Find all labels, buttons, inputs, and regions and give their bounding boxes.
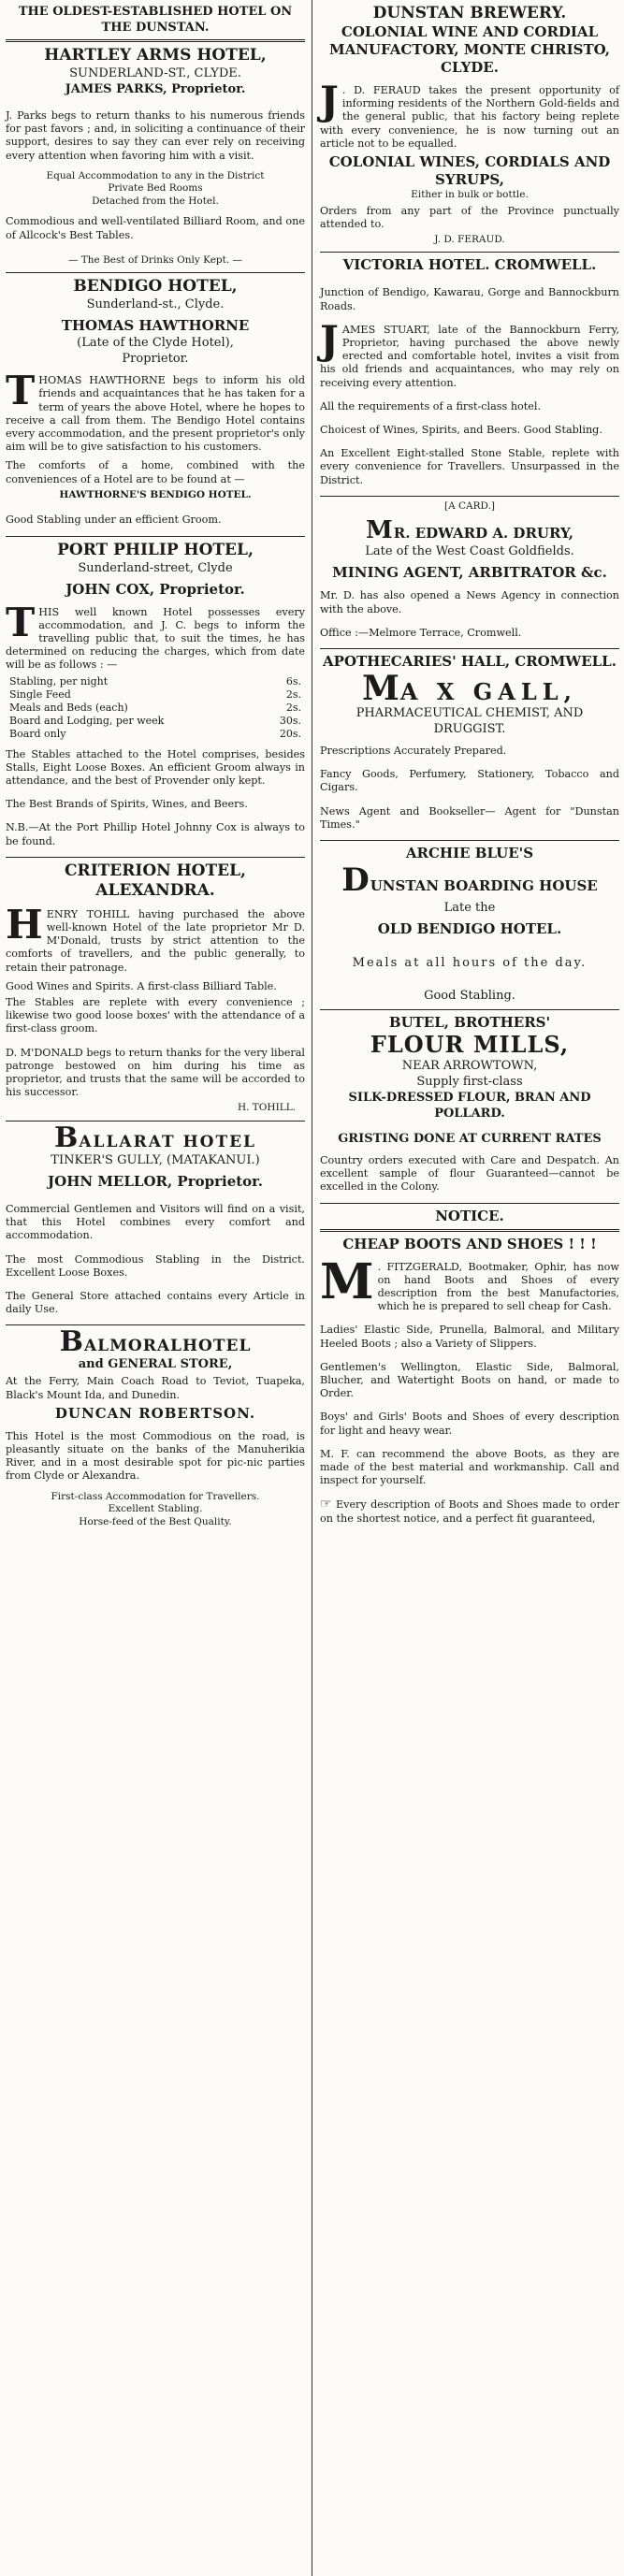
ad-old-name: OLD BENDIGO HOTEL. — [377, 919, 562, 937]
divider — [320, 1229, 619, 1232]
ad-body: M. F. can recommend the above Boots, as they are made of the best material and workmanship. Call and inspect for yourself. — [320, 1447, 619, 1487]
apothecaries-hall-ad — [320, 648, 619, 840]
ad-note: N.B.—At the Port Phillip Hotel Johnny Cox is always to be found. — [6, 821, 305, 847]
ad-name: A X GALL, — [399, 677, 578, 705]
ad-body: The Stables attached to the Hotel comprises, besides Stalls, Eight Loose Boxes. An efficient Groom always in attendance, and the best of Provender only kept. — [6, 747, 305, 787]
ad-title: CRITERION HOTEL, ALEXANDRA. — [65, 861, 246, 900]
bendigo-hotel-ad — [6, 272, 305, 535]
ad-late: (Late of the Clyde Hotel), — [77, 336, 234, 351]
ad-line: Fancy Goods, Perfumery, Stationery, Tobacco and Cigars. — [320, 768, 619, 794]
ad-body: HIS well known Hotel possesses every accommodation, and J. C. begs to inform the travelling public that, to suit the times, he has determined on reducing the charges, which from date will be as follows : — — [6, 605, 305, 672]
ad-card-label: [A CARD.] — [443, 499, 496, 512]
criterion-hotel-ad — [6, 857, 305, 1121]
ad-address: SUNDERLAND-ST., CLYDE. — [69, 66, 241, 80]
ad-late: Late of the West Coast Goldfields. — [365, 544, 574, 559]
right-column — [320, 0, 619, 1534]
ad-body: . D. FERAUD takes the present opportunity of informing residents of the Northern Gold-fields and the general public, that his factory being replete with every convenience, he is now turning out an article not to be equalled. — [320, 84, 619, 150]
ad-late: Late the — [443, 900, 496, 915]
ad-line: Junction of Bendigo, Kawarau, Gorge and Bannockburn Roads. — [320, 286, 619, 312]
ad-line: Excellent Stabling. — [108, 1503, 203, 1515]
butel-flour-mills-ad — [320, 1009, 619, 1203]
ad-line: Equal Accommodation to any in the District — [46, 169, 265, 181]
ad-body: AMES STUART, late of the Bannockburn Ferry, Proprietor, having purchased the above newly erected and comfortable hotel, invites a visit from his old friends and acquaintances, who may rely on receiving every attention. — [320, 323, 619, 389]
ad-body: The Stables are replete with every convenience ; likewise two good loose boxes' with the attendance of a first-class groom. — [6, 996, 305, 1035]
ad-body: Mr. D. has also opened a News Agency in connection with the above. — [320, 589, 619, 615]
ad-office: Office :—Melmore Terrace, Cromwell. — [320, 626, 522, 639]
ad-line: Commodious and well-ventilated Billiard Room, and one of Allcock's Best Tables. — [6, 215, 305, 241]
table-row: Stabling, per night 6s. — [9, 674, 301, 687]
ad-name: THOMAS HAWTHORNE — [61, 317, 250, 335]
drop-cap: B — [53, 1121, 80, 1154]
table-row: Single Feed 2s. — [9, 687, 301, 701]
ad-body: Every description of Boots and Shoes made to order on the shortest notice, and a perfect fit guaranteed, — [320, 1498, 619, 1525]
ad-body: Country orders executed with Care and Despatch. An excellent sample of flour Guaranteed—cannot be excelled in the Colony. — [320, 1153, 619, 1194]
pointing-hand-icon: ☞ — [320, 1497, 332, 1512]
drop-cap: H — [6, 901, 43, 948]
balmoral-hotel-ad — [6, 1324, 305, 1534]
ad-line: Private Bed Rooms — [108, 182, 203, 195]
ad-subtitle: COLONIAL WINE AND CORDIAL MANUFACTORY, MONTE CHRISTO, CLYDE. — [328, 23, 611, 76]
ad-title: ALLARAT HOTEL — [79, 1132, 257, 1151]
ad-address: TINKER'S GULLY, (MATAKANUI.) — [51, 1152, 260, 1167]
ad-name: UNSTAN BOARDING HOUSE — [370, 876, 598, 894]
ad-sign: H. TOHILL. — [237, 1102, 296, 1114]
ad-address: At the Ferry, Main Coach Road to Teviot, Tuapeka, Black's Mount Ida, and Dunedin. — [6, 1375, 305, 1401]
left-column — [6, 0, 305, 1534]
ad-heading: CHEAP BOOTS AND SHOES ! ! ! — [342, 1235, 597, 1252]
ad-big-title: FLOUR MILLS, — [370, 1030, 570, 1058]
rates-table — [6, 675, 305, 741]
ad-title: BENDIGO HOTEL, — [73, 277, 238, 297]
ad-body: ENRY TOHILL having purchased the above well-known Hotel of the late proprietor Mr D. M'Donald, trusts by strict attention to the comforts of travellers, and the public generally, to retain their patronage. — [6, 907, 305, 974]
ad-body: The most Commodious Stabling in the District. Excellent Loose Boxes. — [6, 1252, 305, 1279]
ad-body: . FITZGERALD, Bootmaker, Ophir, has now on hand Boots and Shoes of every description from the best Manufactories, which he is prepared to sell cheap for Cash. — [377, 1260, 619, 1313]
fitzgerald-boots-ad — [320, 1203, 619, 1534]
ad-stabling: Good Stabling. — [424, 988, 515, 1003]
ad-body: The General Store attached contains every Article in daily Use. — [6, 1289, 305, 1316]
drop-cap: J — [320, 78, 339, 123]
victoria-hotel-ad — [320, 252, 619, 495]
ad-role: Proprietor. — [122, 352, 189, 367]
ad-products: SILK-DRESSED FLOUR, BRAN AND POLLARD. — [348, 1090, 591, 1121]
drop-cap: D — [341, 861, 370, 899]
ad-body: HOMAS HAWTHORNE begs to inform his old friends and acquaintances that he has taken for a term of years the above Hotel, where he hopes to receive a call from them. The Bendigo Hotel contains every accommodation, and the present proprietor's only aim will be to give satisfaction to his customers. — [6, 374, 305, 454]
ad-title: BUTEL, BROTHERS' — [388, 1013, 551, 1031]
ad-heading: MINING AGENT, ARBITRATOR &c. — [332, 564, 607, 582]
ad-body: J. Parks begs to return thanks to his numerous friends for past favors ; and, in soliciting a continuance of their support, desires to say they can ever rely on receiving every attention when favoring him with a visit. — [6, 109, 305, 162]
ad-line: Detached from the Hotel. — [92, 195, 219, 207]
hartley-arms-ad — [6, 0, 305, 272]
ad-proprietor: JOHN MELLOR, Proprietor. — [48, 1172, 263, 1190]
drop-cap: T — [6, 599, 36, 645]
ad-near: NEAR ARROWTOWN, — [401, 1058, 538, 1073]
ad-gristing: GRISTING DONE AT CURRENT RATES — [338, 1131, 602, 1146]
ad-body: Boys' and Girls' Boots and Shoes of every description for light and heavy wear. — [320, 1411, 619, 1437]
drop-cap: B — [59, 1325, 84, 1359]
drury-card-ad — [320, 496, 619, 648]
ad-line: Horse-feed of the Best Quality. — [79, 1515, 232, 1527]
ad-title: VICTORIA HOTEL. CROMWELL. — [342, 256, 597, 274]
ad-body: Commercial Gentlemen and Visitors will find on a visit, that this Hotel combines every comfort and accommodation. — [6, 1202, 305, 1242]
ad-line: News Agent and Bookseller— Agent for "Dunstan Times." — [320, 804, 619, 831]
ad-line: Either in bulk or bottle. — [411, 189, 529, 201]
ad-title: PORT PHILIP HOTEL, — [57, 540, 254, 559]
ad-heading: COLONIAL WINES, CORDIALS AND SYRUPS, — [328, 153, 611, 189]
ad-title: ALMORALHOTEL — [83, 1337, 252, 1356]
drop-cap: T — [6, 368, 36, 414]
port-philip-ad — [6, 536, 305, 857]
ad-body: The comforts of a home, combined with the conveniences of a Hotel are to be found at — — [6, 459, 305, 485]
dunstan-brewery-ad — [320, 0, 619, 252]
ad-stabling: Good Stabling under an efficient Groom. — [6, 514, 222, 527]
ad-notice: NOTICE. — [435, 1207, 504, 1224]
ad-body: The Best Brands of Spirits, Wines, and Beers. — [6, 798, 248, 811]
ad-proprietor: JAMES PARKS, Proprietor. — [65, 82, 246, 96]
drop-cap: M — [361, 668, 400, 708]
ad-title: APOTHECARIES' HALL, CROMWELL. — [323, 652, 617, 670]
table-row: Meals and Beds (each) 2s. — [9, 701, 301, 714]
ad-body: D. M'DONALD begs to return thanks for the very liberal patronge bestowed on him during his time as proprietor, and trusts that the same will be accorded to his successor. — [6, 1046, 305, 1099]
ad-footer: — The Best of Drinks Only Kept. — — [67, 253, 243, 266]
ad-address: Sunderland-street, Clyde — [78, 560, 233, 575]
ad-meals: Meals at all hours of the day. — [352, 955, 588, 970]
ad-line: All the requirements of a first-class hotel. — [320, 399, 542, 412]
ad-subtitle: and GENERAL STORE, — [78, 1357, 233, 1372]
drop-cap: J — [320, 316, 339, 363]
drop-cap: M — [320, 1252, 374, 1310]
ad-body: Orders from any part of the Province punctually attended to. — [320, 204, 619, 230]
ad-body: This Hotel is the most Commodious on the road, is pleasantly situate on the banks of the Manuherikia River, and in a most desirable spot for pic-nic parties from Clyde or Alexandra. — [6, 1429, 305, 1483]
ad-line: First-class Accommodation for Travellers. — [51, 1490, 260, 1502]
ad-title: HARTLEY ARMS HOTEL, — [44, 46, 267, 65]
ad-address: Sunderland-st., Clyde. — [86, 297, 225, 312]
ad-line: Choicest of Wines, Spirits, and Beers. Good Stabling. — [320, 424, 602, 437]
ad-proprietor: DUNCAN ROBERTSON. — [54, 1404, 256, 1422]
ad-proprietor: JOHN COX, Proprietor. — [65, 580, 245, 598]
ballarat-hotel-ad — [6, 1121, 305, 1324]
ad-sign: HAWTHORNE'S BENDIGO HOTEL. — [59, 488, 252, 500]
archie-blue-ad — [320, 840, 619, 1009]
table-row: Board and Lodging, per week 30s. — [9, 714, 301, 727]
ad-body: Gentlemen's Wellington, Elastic Side, Balmoral, Blucher, and Watertight Boots on hand, or made to Order. — [320, 1360, 619, 1400]
ad-body: Good Wines and Spirits. A first-class Billiard Table. — [6, 979, 277, 992]
drop-cap: M — [366, 516, 394, 545]
ad-header: THE OLDEST-ESTABLISHED HOTEL ON THE DUNSTAN. — [18, 5, 293, 35]
ad-title: ARCHIE BLUE'S — [405, 844, 534, 861]
ad-title: DUNSTAN BREWERY. — [372, 4, 567, 22]
ad-title: R. EDWARD A. DRURY, — [393, 525, 573, 543]
ad-line: Prescriptions Accurately Prepared. — [320, 744, 507, 757]
ad-line: An Excellent Eight-stalled Stone Stable, replete with every convenience for Travellers. Unsurpassed in the District. — [320, 447, 619, 486]
table-row: Board only 20s. — [9, 727, 301, 740]
ad-supply: Supply first-class — [416, 1074, 523, 1089]
ad-role: PHARMACEUTICAL CHEMIST, AND DRUGGIST. — [356, 705, 584, 736]
ad-body: Ladies' Elastic Side, Prunella, Balmoral, and Military Heeled Boots ; also a Variety of Slippers. — [320, 1324, 619, 1350]
ad-sign: J. D. FERAUD. — [434, 233, 505, 245]
divider — [6, 39, 305, 42]
